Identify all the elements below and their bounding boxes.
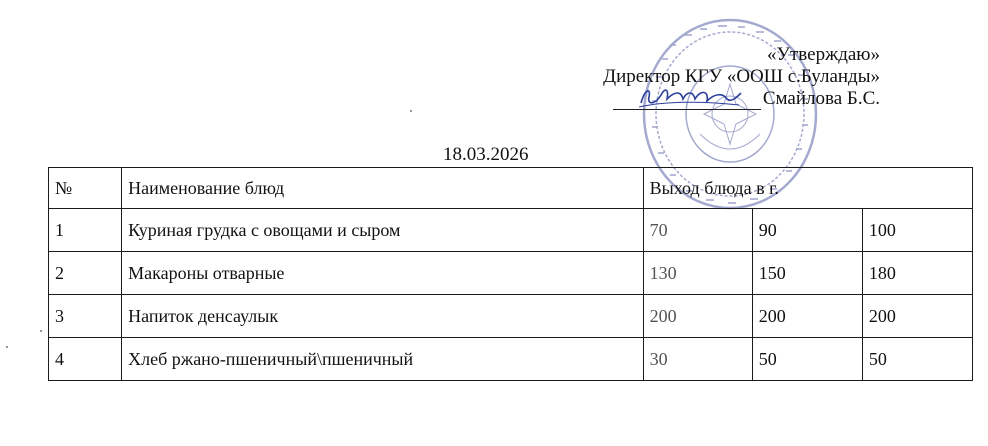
- scan-speck: [40, 330, 42, 332]
- portion-value-3: 180: [862, 252, 972, 295]
- dish-name: Хлеб ржано-пшеничный\пшеничный: [122, 338, 644, 381]
- header-portion-output: Выход блюда в г.: [643, 168, 972, 209]
- dish-name: Куриная грудка с овощами и сыром: [122, 209, 644, 252]
- portion-value-1: 30: [643, 338, 752, 381]
- row-number: 1: [49, 209, 122, 252]
- portion-value-2: 150: [752, 252, 862, 295]
- approver-position: Директор КГУ «ООШ с.Буланды»: [603, 66, 880, 87]
- header-dish-name: Наименование блюд: [122, 168, 644, 209]
- scan-speck: [410, 110, 412, 112]
- portion-value-3: 100: [862, 209, 972, 252]
- menu-table: [48, 167, 973, 381]
- portion-value-1: 130: [643, 252, 752, 295]
- row-number: 4: [49, 338, 122, 381]
- portion-value-1: 200: [643, 295, 752, 338]
- portion-value-3: 200: [862, 295, 972, 338]
- approver-name: Смайлова Б.С.: [762, 88, 880, 109]
- table-row: [49, 338, 973, 381]
- scan-speck: [6, 346, 8, 348]
- portion-value-2: 200: [752, 295, 862, 338]
- signature-row: [603, 88, 880, 110]
- portion-value-1: 70: [643, 209, 752, 252]
- approval-block: [603, 44, 880, 110]
- dish-name: Макароны отварные: [122, 252, 644, 295]
- handwritten-signature: [635, 83, 745, 111]
- approval-title: «Утверждаю»: [767, 44, 880, 65]
- table-row: [49, 209, 973, 252]
- signature-line: [613, 89, 761, 110]
- portion-value-2: 50: [752, 338, 862, 381]
- header-number: №: [49, 168, 122, 209]
- portion-value-3: 50: [862, 338, 972, 381]
- dish-name: Напиток денсаулык: [122, 295, 644, 338]
- table-header-row: [49, 168, 973, 209]
- menu-date: 18.03.2026: [443, 144, 529, 165]
- row-number: 3: [49, 295, 122, 338]
- table-row: [49, 295, 973, 338]
- row-number: 2: [49, 252, 122, 295]
- portion-value-2: 90: [752, 209, 862, 252]
- table-row: [49, 252, 973, 295]
